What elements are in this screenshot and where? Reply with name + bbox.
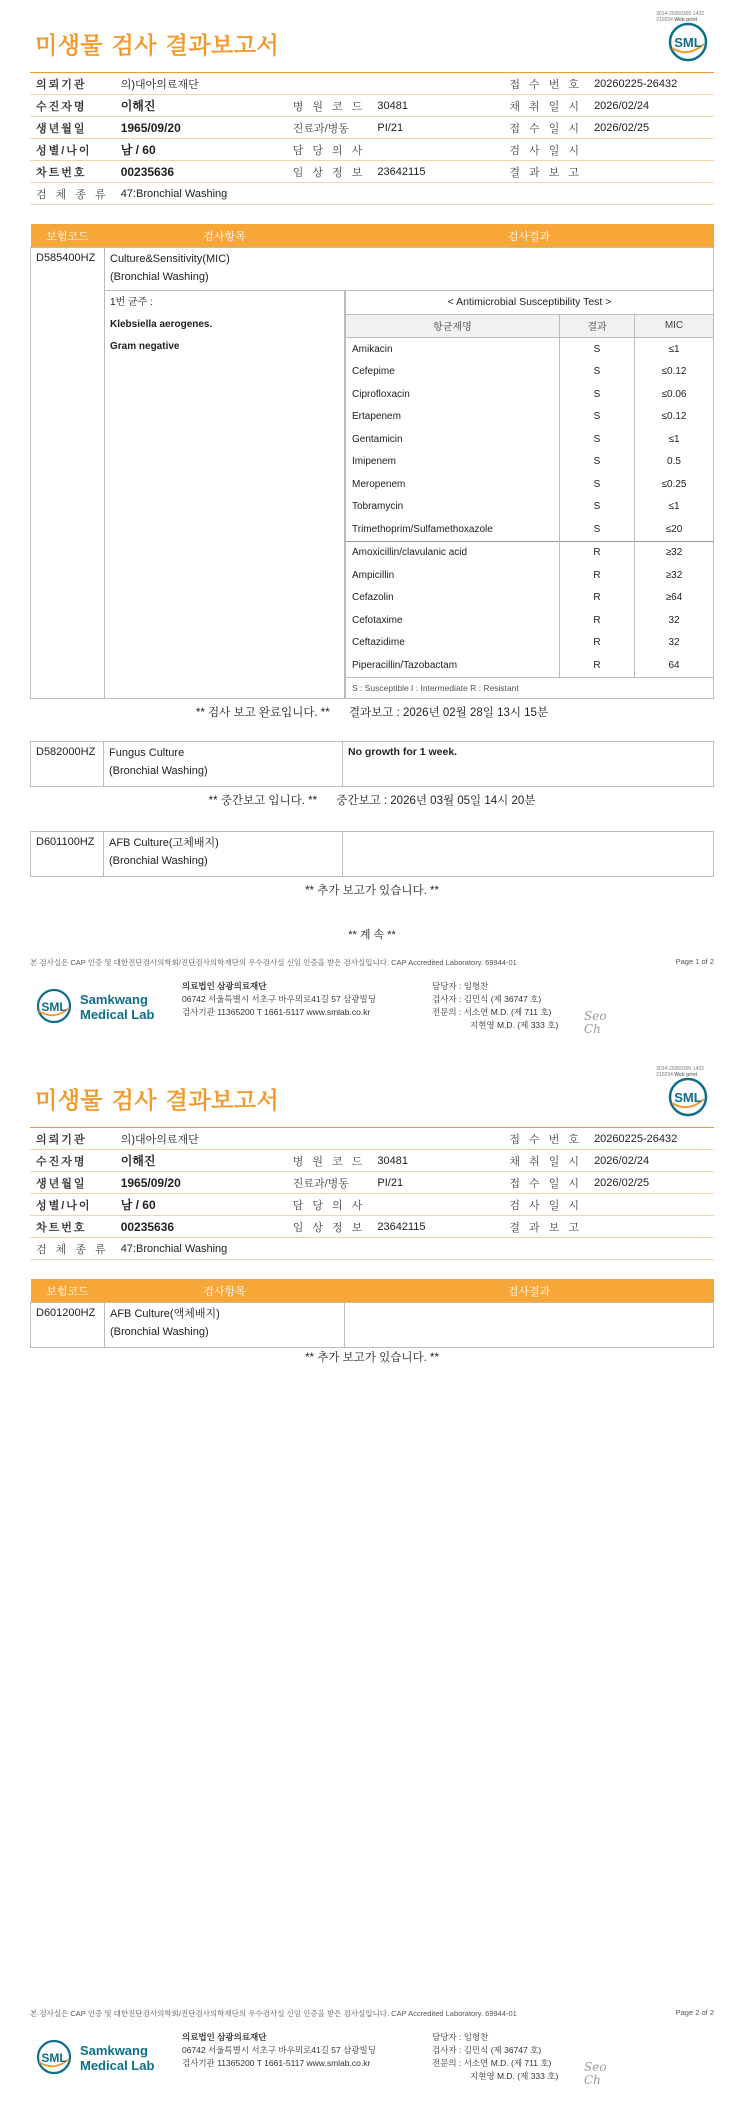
test-date-label: 검 사 일 시 <box>503 139 588 161</box>
hospital-code-value: 30481 <box>371 95 503 117</box>
staff-tester: 검사자 : 김민식 (제 36747 호) <box>432 994 542 1004</box>
name-label: 수진자명 <box>30 1150 115 1172</box>
address-text: 06742 서울특별시 서초구 바우뫼로41길 57 삼광빌딩 <box>182 994 376 1004</box>
lab-brand <box>36 2039 155 2080</box>
clinical-value: 23642115 <box>371 1216 503 1238</box>
ast-result: R <box>560 609 635 632</box>
afb-liquid-result <box>345 1303 714 1348</box>
receipt-value: 20260225-26432 <box>588 1128 714 1150</box>
afb-liquid-note: ** 추가 보고가 있습니다. ** <box>305 1352 439 1364</box>
dob-label: 생년월일 <box>30 1172 115 1194</box>
ast-result: S <box>560 451 635 474</box>
footer-cert-line <box>30 957 714 968</box>
cert-text: 본 검사실은 CAP 인증 및 대한진단검사의학회/진단검사의학재단의 우수검사실 신임 인증을 받은 검사실입니다. CAP Accredited Laboratory. 69944-01 <box>30 958 517 967</box>
accept-value: 2026/02/25 <box>588 117 714 139</box>
chart-label: 차트번호 <box>30 1216 115 1238</box>
ast-mic: 0.5 <box>635 451 714 474</box>
sexage-label: 성별/나이 <box>30 1194 115 1216</box>
doctor-label: 담 당 의 사 <box>287 139 372 161</box>
staff-manager: 담당자 : 임형찬 <box>432 981 489 991</box>
report-value <box>588 1216 714 1238</box>
afb-solid-item <box>104 832 343 877</box>
afb-solid-result-table <box>30 831 714 877</box>
staff-specialist-2: 지현영 M.D. (제 333 호) <box>470 1020 559 1030</box>
name-label: 수진자명 <box>30 95 115 117</box>
ast-row <box>346 654 714 677</box>
culture-result-table <box>30 224 714 699</box>
ast-result: S <box>560 338 635 361</box>
col-insurance-code: 보험코드 <box>31 224 105 248</box>
stamp-id: 3014-20260305-1432 <box>656 1066 704 1072</box>
ast-result: R <box>560 632 635 655</box>
report-title-2: 미생물 검사 결과보고서 <box>35 1088 280 1114</box>
dept-label: 진료과/병동 <box>287 1172 372 1194</box>
hospital-code-label: 병 원 코 드 <box>287 95 372 117</box>
hospital-code-value: 30481 <box>371 1150 503 1172</box>
ast-row <box>346 587 714 610</box>
accept-label: 접 수 일 시 <box>503 1172 588 1194</box>
chart-value: 00235636 <box>115 1216 287 1238</box>
dept-value: PI/21 <box>371 1172 503 1194</box>
specimen-value: 47:Bronchial Washing <box>115 1238 714 1260</box>
institution-label: 의뢰기관 <box>30 73 115 95</box>
footer <box>36 2031 716 2091</box>
ast-cell <box>345 291 714 699</box>
chart-value: 00235636 <box>115 161 287 183</box>
brand-line-1: Samkwang <box>80 992 148 1007</box>
staff-specialist-1: 전문의 : 서소연 M.D. (제 711 호) <box>432 1007 552 1017</box>
name-value: 이해진 <box>115 95 287 117</box>
afb-solid-item-name: AFB Culture(고체배지) <box>109 837 219 849</box>
ast-mic: ≤0.12 <box>635 361 714 384</box>
culture-report-note <box>0 704 744 720</box>
continued-note: ** 계 속 ** <box>348 929 396 941</box>
specimen-label: 검 체 종 류 <box>30 1238 115 1260</box>
afb-liquid-item-specimen: (Bronchial Washing) <box>110 1326 209 1338</box>
institution-value: 의)대아의료재단 <box>115 73 504 95</box>
culture-item-specimen: (Bronchial Washing) <box>110 271 209 283</box>
sml-logo-icon <box>668 22 708 62</box>
ast-mic: ≥32 <box>635 564 714 587</box>
sexage-value: 남 / 60 <box>115 139 287 161</box>
doctor-value <box>371 139 503 161</box>
stamp-label: Web print <box>674 1072 698 1078</box>
afb-liquid-item <box>105 1303 345 1348</box>
ast-drug: Ertapenem <box>346 406 560 429</box>
staff-specialist-1: 전문의 : 서소연 M.D. (제 711 호) <box>432 2058 552 2068</box>
ast-mic: ≤0.06 <box>635 383 714 406</box>
dept-value: PI/21 <box>371 117 503 139</box>
org-name: 의료법인 삼광의료재단 <box>182 981 267 991</box>
ast-result: S <box>560 428 635 451</box>
ast-row <box>346 632 714 655</box>
ast-row <box>346 428 714 451</box>
ast-drug: Ceftazidime <box>346 632 560 655</box>
hospital-code-label: 병 원 코 드 <box>287 1150 372 1172</box>
fungus-result-table <box>30 741 714 787</box>
afb-liquid-item-name: AFB Culture(액체배지) <box>110 1308 220 1320</box>
ast-mic: 32 <box>635 632 714 655</box>
lab-staff <box>432 980 558 1032</box>
receipt-label: 접 수 번 호 <box>503 1128 588 1150</box>
staff-specialist-2: 지현영 M.D. (제 333 호) <box>470 2071 559 2081</box>
culture-report-time: 결과보고 : 2026년 02월 28일 13시 15분 <box>348 707 549 719</box>
doctor-value <box>371 1194 503 1216</box>
ast-drug: Ampicillin <box>346 564 560 587</box>
ast-result: S <box>560 361 635 384</box>
ast-drug: Trimethoprim/Sulfamethoxazole <box>346 518 560 541</box>
gram-stain: Gram negative <box>110 341 180 352</box>
fungus-result: No growth for 1 week. <box>343 742 714 787</box>
dob-label: 생년월일 <box>30 117 115 139</box>
ast-result: S <box>560 473 635 496</box>
col-test-result: 검사결과 <box>345 1279 714 1303</box>
collect-value: 2026/02/24 <box>588 95 714 117</box>
receipt-value: 20260225-26432 <box>588 73 714 95</box>
col-test-item: 검사항목 <box>105 224 345 248</box>
ast-mic: ≥32 <box>635 541 714 564</box>
svg-text:SML: SML <box>41 2051 67 2065</box>
ast-col-drug: 항균제명 <box>346 314 560 338</box>
organism-cell <box>105 291 345 699</box>
fungus-item-specimen: (Bronchial Washing) <box>109 765 208 777</box>
ast-row <box>346 496 714 519</box>
ast-legend: S : Susceptible I : Intermediate R : Resistant <box>346 677 714 698</box>
footer <box>36 980 716 1040</box>
stamp-code: 210234 <box>656 1072 673 1078</box>
culture-code: D585400HZ <box>31 248 105 699</box>
clinical-label: 임 상 정 보 <box>287 1216 372 1238</box>
ast-col-result: 결과 <box>560 314 635 338</box>
signature-image: Seo Ch <box>584 1009 607 1036</box>
org-name: 의료법인 삼광의료재단 <box>182 2032 267 2042</box>
ast-row <box>346 518 714 541</box>
ast-row <box>346 541 714 564</box>
ast-drug: Cefazolin <box>346 587 560 610</box>
specimen-value: 47:Bronchial Washing <box>115 183 714 205</box>
chart-label: 차트번호 <box>30 161 115 183</box>
test-date-value <box>588 1194 714 1216</box>
test-date-label: 검 사 일 시 <box>503 1194 588 1216</box>
ast-mic: ≤1 <box>635 428 714 451</box>
ast-result: S <box>560 518 635 541</box>
collect-label: 채 취 일 시 <box>503 95 588 117</box>
doctor-label: 담 당 의 사 <box>287 1194 372 1216</box>
afb-solid-code: D601100HZ <box>31 832 104 877</box>
dept-label: 진료과/병동 <box>287 117 372 139</box>
ast-mic: 32 <box>635 609 714 632</box>
dob-value: 1965/09/20 <box>115 117 287 139</box>
stamp-code: 210234 <box>656 17 673 23</box>
accept-value: 2026/02/25 <box>588 1172 714 1194</box>
ast-result: R <box>560 587 635 610</box>
brand-name <box>80 992 154 1022</box>
collect-label: 채 취 일 시 <box>503 1150 588 1172</box>
lab-brand <box>36 988 155 1029</box>
ast-result: S <box>560 383 635 406</box>
organism-name: Klebsiella aerogenes. <box>110 319 213 330</box>
ast-group-resistant <box>346 541 714 677</box>
contact-text: 검사기관 11365200 T 1661-5117 www.smlab.co.kr <box>182 2058 371 2068</box>
culture-item <box>105 248 714 291</box>
ast-table <box>345 291 713 698</box>
report-label: 결 과 보 고 <box>503 1216 588 1238</box>
ast-row <box>346 406 714 429</box>
dob-value: 1965/09/20 <box>115 1172 287 1194</box>
sml-logo-icon <box>668 1077 708 1117</box>
stamp-id: 3014-20260305-1432 <box>656 11 704 17</box>
afb-solid-result <box>343 832 714 877</box>
ast-drug: Imipenem <box>346 451 560 474</box>
ast-drug: Ciprofloxacin <box>346 383 560 406</box>
ast-row <box>346 338 714 361</box>
ast-result: S <box>560 406 635 429</box>
institution-value: 의)대아의료재단 <box>115 1128 504 1150</box>
fungus-status: ** 중간보고 입니다. ** <box>208 795 318 807</box>
samkwang-logo-icon <box>36 2039 72 2075</box>
ast-result: R <box>560 564 635 587</box>
ast-col-mic: MIC <box>635 314 714 338</box>
afb-liquid-result-table <box>30 1279 714 1348</box>
ast-row <box>346 564 714 587</box>
ast-result: R <box>560 541 635 564</box>
ast-drug: Meropenem <box>346 473 560 496</box>
ast-drug: Gentamicin <box>346 428 560 451</box>
patient-info-table-2 <box>30 1127 714 1260</box>
ast-drug: Amikacin <box>346 338 560 361</box>
lab-staff <box>432 2031 558 2083</box>
cert-text: 본 검사실은 CAP 인증 및 대한진단검사의학회/진단검사의학재단의 우수검사실 신임 인증을 받은 검사실입니다. CAP Accredited Laboratory. 69944-01 <box>30 2009 517 2018</box>
clinical-value: 23642115 <box>371 161 503 183</box>
ast-mic: ≥64 <box>635 587 714 610</box>
ast-mic: 64 <box>635 654 714 677</box>
ast-row <box>346 473 714 496</box>
afb-liquid-code: D601200HZ <box>31 1303 105 1348</box>
ast-result: S <box>560 496 635 519</box>
page-number: Page 2 of 2 <box>675 2008 714 2017</box>
signature-image: Seo Ch <box>584 2060 607 2087</box>
col-insurance-code: 보험코드 <box>31 1279 105 1303</box>
receipt-label: 접 수 번 호 <box>503 73 588 95</box>
fungus-report-note <box>0 792 744 808</box>
collect-value: 2026/02/24 <box>588 1150 714 1172</box>
samkwang-logo-icon <box>36 988 72 1024</box>
report-page-2 <box>0 1055 744 2104</box>
culture-status: ** 검사 보고 완료입니다. ** <box>195 707 330 719</box>
ast-drug: Piperacillin/Tazobactam <box>346 654 560 677</box>
sexage-label: 성별/나이 <box>30 139 115 161</box>
ast-row <box>346 361 714 384</box>
fungus-code: D582000HZ <box>31 742 104 787</box>
report-title: 미생물 검사 결과보고서 <box>35 33 280 59</box>
ast-group-susceptible <box>346 338 714 542</box>
sexage-value: 남 / 60 <box>115 1194 287 1216</box>
col-test-item: 검사항목 <box>105 1279 345 1303</box>
ast-mic: ≤0.25 <box>635 473 714 496</box>
contact-text: 검사기관 11365200 T 1661-5117 www.smlab.co.kr <box>182 1007 371 1017</box>
ast-drug: Amoxicillin/clavulanic acid <box>346 541 560 564</box>
ast-mic: ≤20 <box>635 518 714 541</box>
ast-drug: Cefotaxime <box>346 609 560 632</box>
patient-info-table <box>30 72 714 205</box>
page-number: Page 1 of 2 <box>675 957 714 966</box>
brand-line-2: Medical Lab <box>80 2058 155 2073</box>
ast-mic: ≤1 <box>635 496 714 519</box>
test-date-value <box>588 139 714 161</box>
organism-label: 1번 균주 : <box>110 297 153 308</box>
staff-tester: 검사자 : 김민식 (제 36747 호) <box>432 2045 542 2055</box>
lab-address <box>182 980 376 1019</box>
fungus-item-name: Fungus Culture <box>109 747 185 759</box>
lab-address <box>182 2031 376 2070</box>
stamp-label: Web print <box>674 17 698 23</box>
accept-label: 접 수 일 시 <box>503 117 588 139</box>
culture-item-name: Culture&Sensitivity(MIC) <box>110 253 230 265</box>
svg-text:SML: SML <box>41 1000 67 1014</box>
ast-row <box>346 383 714 406</box>
ast-row <box>346 451 714 474</box>
col-test-result: 검사결과 <box>345 224 714 248</box>
ast-mic: ≤0.12 <box>635 406 714 429</box>
ast-title: < Antimicrobial Susceptibility Test > <box>346 291 714 314</box>
brand-name <box>80 2043 154 2073</box>
ast-result: R <box>560 654 635 677</box>
institution-label: 의뢰기관 <box>30 1128 115 1150</box>
specimen-label: 검 체 종 류 <box>30 183 115 205</box>
svg-text:SML: SML <box>674 35 702 50</box>
staff-manager: 담당자 : 임형찬 <box>432 2032 489 2042</box>
ast-drug: Tobramycin <box>346 496 560 519</box>
address-text: 06742 서울특별시 서초구 바우뫼로41길 57 삼광빌딩 <box>182 2045 376 2055</box>
ast-mic: ≤1 <box>635 338 714 361</box>
report-value <box>588 161 714 183</box>
brand-line-1: Samkwang <box>80 2043 148 2058</box>
afb-solid-note: ** 추가 보고가 있습니다. ** <box>305 885 439 897</box>
brand-line-2: Medical Lab <box>80 1007 155 1022</box>
fungus-item <box>104 742 343 787</box>
ast-row <box>346 609 714 632</box>
clinical-label: 임 상 정 보 <box>287 161 372 183</box>
ast-drug: Cefepime <box>346 361 560 384</box>
svg-text:SML: SML <box>674 1090 702 1105</box>
afb-solid-item-specimen: (Bronchial Washing) <box>109 855 208 867</box>
report-label: 결 과 보 고 <box>503 161 588 183</box>
footer-cert-line <box>30 2008 714 2019</box>
fungus-report-time: 중간보고 : 2026년 03월 05일 14시 20분 <box>336 795 536 807</box>
name-value: 이해진 <box>115 1150 287 1172</box>
